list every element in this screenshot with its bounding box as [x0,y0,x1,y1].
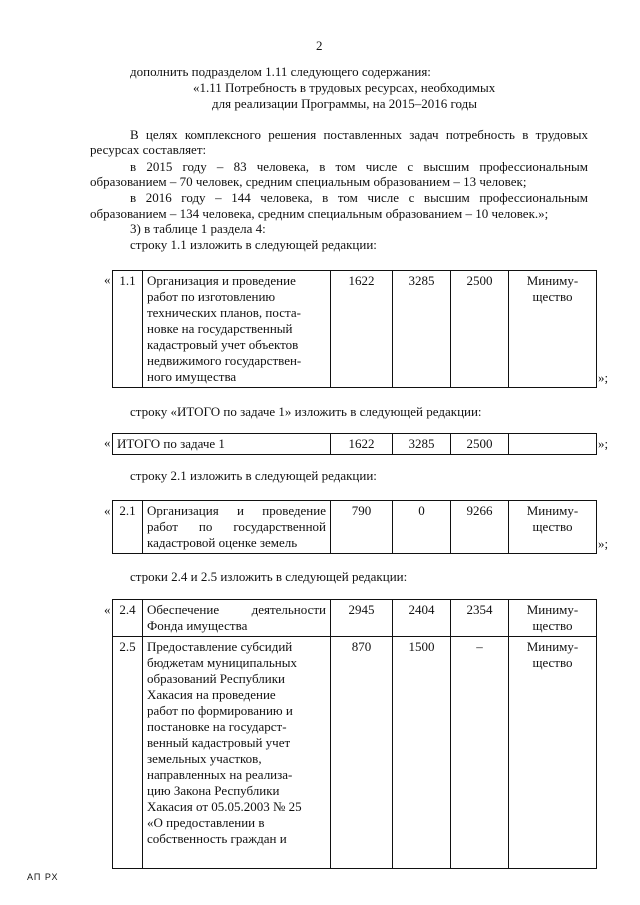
subsection-heading-line2: для реализации Программы, на 2015–2016 годы [212,96,478,111]
executor: Миниму- щество [509,501,597,554]
row-number: 2.5 [113,637,143,869]
open-quote: « [104,272,111,287]
intro-lead: дополнить подразделом 1.11 следующего содержания: [130,64,431,79]
instruction-itogo: строку «ИТОГО по задаче 1» изложить в следующей редакции: [130,404,482,419]
paragraph-line: строку 1.1 изложить в следующей редакции: [130,237,377,252]
row-number: 1.1 [113,271,143,388]
instruction-2-4-2-5: строки 2.4 и 2.5 изложить в следующей редакции: [130,569,408,584]
row-number: 2.4 [113,600,143,637]
footer-stamp: АП РХ [27,872,59,882]
value-2014: 870 [331,637,393,869]
paragraph-line: образованием – 70 человек, средним специальным образованием – 13 человек; [90,174,527,189]
paragraph-line: В целях комплексного решения поставленных задач потребность в трудовых [130,127,588,142]
value-2015: 3285 [393,434,451,455]
paragraph-line: образованием – 134 человека, средним специальным образованием – 10 человек.»; [90,206,549,221]
row-description: Организация и проведение работ по государственной кадастровой оценке земель [143,501,331,554]
open-quote: « [104,435,111,450]
value-2016: 2500 [451,271,509,388]
value-2015: 0 [393,501,451,554]
value-2014: 790 [331,501,393,554]
table-row-1-1 [112,270,597,388]
table-row-itogo [112,433,597,455]
close-quote: »; [598,536,609,551]
value-2015: 3285 [393,271,451,388]
page-number: 2 [316,38,323,53]
value-2015: 1500 [393,637,451,869]
value-2015: 2404 [393,600,451,637]
paragraph-line: ресурсах составляет: [90,142,207,157]
row-description: Организация и проведение работ по изготовлению технических планов, поста- новке на государственный кадастровый учет объектов недвижимого государствен- ного имущества [143,271,331,388]
value-2016: 2500 [451,434,509,455]
executor: Миниму- щество [509,600,597,637]
itogo-label: ИТОГО по задаче 1 [113,434,331,455]
executor [509,434,597,455]
paragraph-line: 3) в таблице 1 раздела 4: [130,221,266,236]
row-number: 2.1 [113,501,143,554]
executor: Миниму- щество [509,271,597,388]
paragraph-line: в 2015 году – 83 человека, в том числе с высшим профессиональным [130,159,588,174]
close-quote: »; [598,370,609,385]
paragraph-line: в 2016 году – 144 человека, в том числе с высшим профессиональным [130,190,588,205]
row-description: Обеспечение деятельности Фонда имущества [143,600,331,637]
open-quote: « [104,602,111,617]
value-2014: 2945 [331,600,393,637]
value-2016: – [451,637,509,869]
table-rows-2-4-2-5 [112,599,597,869]
value-2016: 2354 [451,600,509,637]
value-2016: 9266 [451,501,509,554]
subsection-heading-line1: «1.11 Потребность в трудовых ресурсах, необходимых [193,80,496,95]
value-2014: 1622 [331,434,393,455]
close-quote: »; [598,436,609,451]
open-quote: « [104,503,111,518]
instruction-2-1: строку 2.1 изложить в следующей редакции: [130,468,377,483]
value-2014: 1622 [331,271,393,388]
executor: Миниму- щество [509,637,597,869]
row-description: Предоставление субсидий бюджетам муниципальных образований Республики Хакасия на проведение работ по формированию и постановке на государст- венный кадастровый учет земельных участков, направленных на реализа- цию Закона Республики Хакасия от 05.05.2003 № 25 «О предоставлении в собственность граждан и [143,637,331,869]
table-row-2-1 [112,500,597,554]
